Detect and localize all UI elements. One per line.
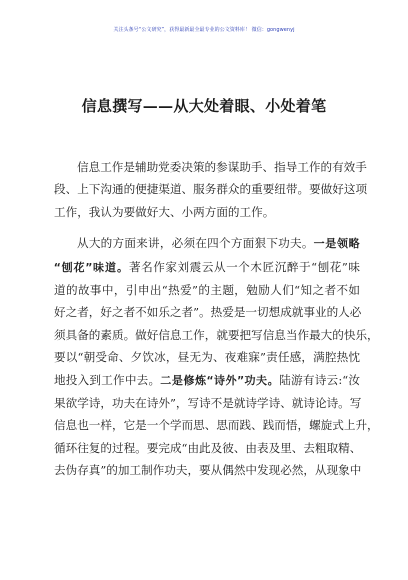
document-body — [54, 156, 379, 482]
text-line: 段、上下沟通的便捷渠道、服务群众的重要纽带。要做好这项 — [54, 182, 368, 197]
emphasis-text: 一是领略 — [313, 237, 360, 251]
text-line: 从大的方面来讲，必须在四个方面狠下功夫。一是领略 — [77, 236, 360, 251]
text-line: 循环往复的过程。要完成“由此及彼、由表及里、去粗取精、 — [54, 440, 362, 455]
text-line: 须具备的素质。做好信息工作，就要把写信息当作最大的快乐， — [54, 327, 379, 342]
header-banner: 关注头条号“公文研究”，获得最新最全最专业的公文资料库！ 微信：gongwenyj — [113, 27, 295, 33]
text-line: 信息工作是辅助党委决策的参谋助手、指导工作的有效手 — [77, 160, 367, 174]
emphasis-text: “刨花”味道。 — [54, 260, 129, 274]
text-line: 要以“朝受命、夕饮冰，昼无为、夜难寐”责任感，满腔热忱 — [54, 350, 360, 365]
text-line: 信息也一样，它是一个学而思、思而践、践而悟，螺旋式上升， — [54, 418, 379, 433]
paragraph-1 — [54, 156, 368, 223]
text-line: 道的故事中，引申出“热爱”的主题，勉励人们“知之者不如 — [54, 283, 360, 298]
text-line: 果欲学诗，功夫在诗外”，写诗不是就诗学诗、就诗论诗。写 — [54, 396, 362, 411]
document-title: 信息撰写——从大处着眼、小处着笔 — [81, 97, 327, 115]
text-line: 地投入到工作中去。二是修炼“诗外”功夫。陆游有诗云:“汝 — [54, 372, 360, 387]
text-line: “刨花”味道。著名作家刘震云从一个木匠沉醉于“刨花”味 — [54, 259, 361, 274]
text-line: 工作，我认为要做好大、小两方面的工作。 — [54, 204, 275, 219]
emphasis-text: 二是修炼“诗外”功夫。 — [160, 373, 280, 387]
text-line: 去伪存真”的加工制作功夫，要从偶然中发现必然，从现象中 — [54, 463, 362, 478]
text-line: 好之者，好之者不如乐之者”。热爱是一切想成就事业的人必 — [54, 305, 362, 320]
paragraph-2 — [54, 232, 379, 481]
